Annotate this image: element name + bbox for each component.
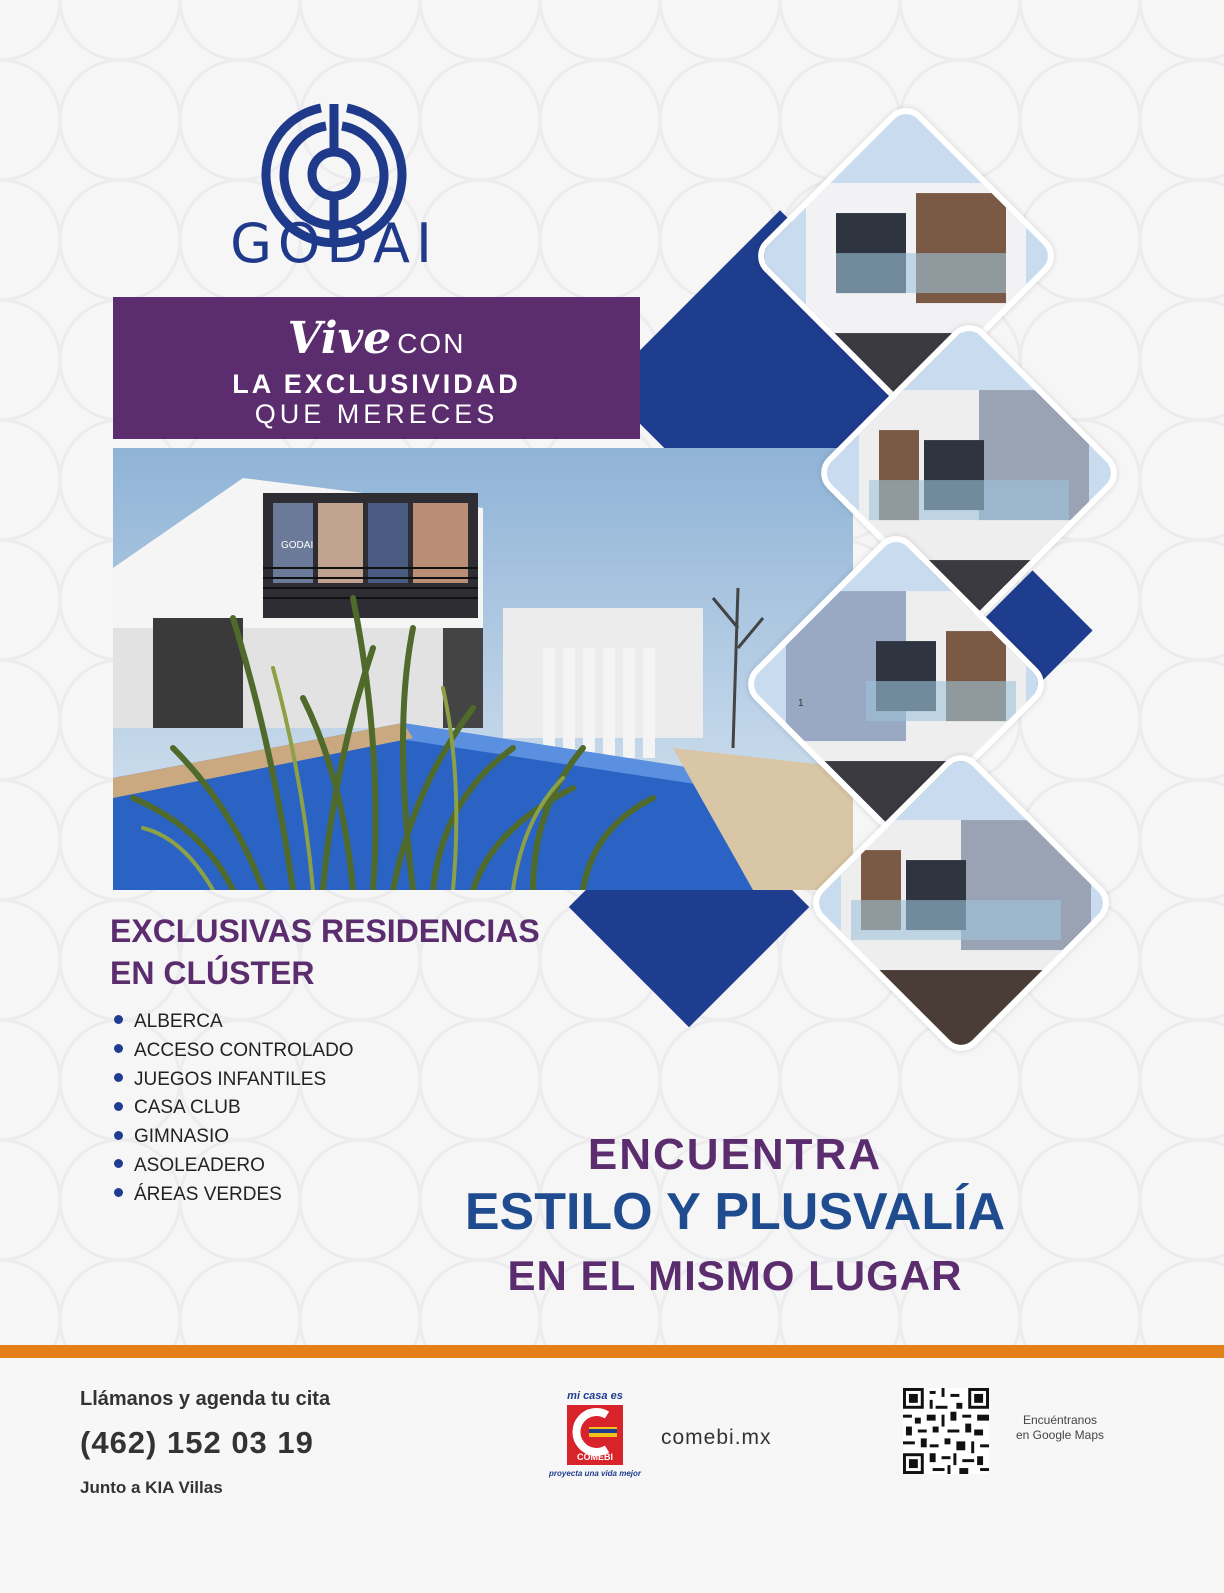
list-item [114, 1037, 354, 1066]
phone-number[interactable]: (462) 152 03 19 [80, 1425, 314, 1460]
pool-sign-text: GODAI [281, 540, 314, 551]
amenities-list [114, 1008, 354, 1210]
bullet-icon [114, 1044, 123, 1053]
maps-line2: en Google Maps [1015, 1428, 1105, 1442]
amenity-label: CASA CLUB [134, 1097, 241, 1119]
list-item [114, 1181, 354, 1210]
list-item [114, 1066, 354, 1095]
comebi-top-text: mi casa es [567, 1390, 623, 1402]
residences-heading [110, 910, 590, 994]
tagline-line2: ESTILO Y PLUSVALÍA [464, 1183, 1006, 1241]
comebi-name: COMEBI [577, 1452, 613, 1462]
brand-wordmark: GODAI [230, 212, 438, 275]
banner-con: CON [397, 328, 466, 359]
residences-heading-line2: EN CLÚSTER [110, 955, 315, 991]
qr-code-icon[interactable] [903, 1388, 989, 1474]
list-item [114, 1123, 354, 1152]
amenity-label: JUEGOS INFANTILES [134, 1068, 327, 1090]
comebi-url-link[interactable]: comebi.mx [661, 1426, 772, 1449]
bullet-icon [114, 1015, 123, 1024]
list-item [114, 1094, 354, 1123]
footer-divider [0, 1345, 1224, 1358]
pool-scene-illustration [113, 448, 853, 890]
location-text: Junto a KIA Villas [80, 1478, 223, 1497]
list-item [114, 1008, 354, 1037]
amenity-label: GIMNASIO [134, 1126, 230, 1148]
bullet-icon [114, 1131, 123, 1140]
pool-photo [113, 448, 853, 890]
amenity-label: ALBERCA [134, 1011, 223, 1032]
tagline-line1: ENCUENTRA [587, 1130, 883, 1179]
amenity-label: ASOLEADERO [134, 1154, 265, 1176]
house-marker: 1 [798, 698, 804, 710]
amenity-label: ÁREAS VERDES [134, 1183, 282, 1205]
bullet-icon [114, 1102, 123, 1111]
tagline-line3: EN EL MISMO LUGAR [507, 1252, 963, 1299]
bullet-icon [114, 1188, 123, 1197]
maps-line1: Encuéntranos [1022, 1413, 1098, 1427]
tagline-banner [113, 297, 640, 439]
amenity-label: ACCESO CONTROLADO [134, 1039, 354, 1061]
bullet-icon [114, 1073, 123, 1082]
bullet-icon [114, 1159, 123, 1168]
banner-line2: LA EXCLUSIVIDAD [232, 369, 521, 399]
list-item [114, 1152, 354, 1181]
residences-heading-line1: EXCLUSIVAS RESIDENCIAS [110, 913, 540, 949]
banner-vive: Vive [287, 313, 392, 364]
comebi-tagline: proyecta una vida mejor [548, 1469, 642, 1478]
google-maps-label [1005, 1413, 1115, 1443]
call-to-action: Llámanos y agenda tu cita [80, 1388, 331, 1410]
banner-line3: QUE MERECES [254, 399, 499, 429]
